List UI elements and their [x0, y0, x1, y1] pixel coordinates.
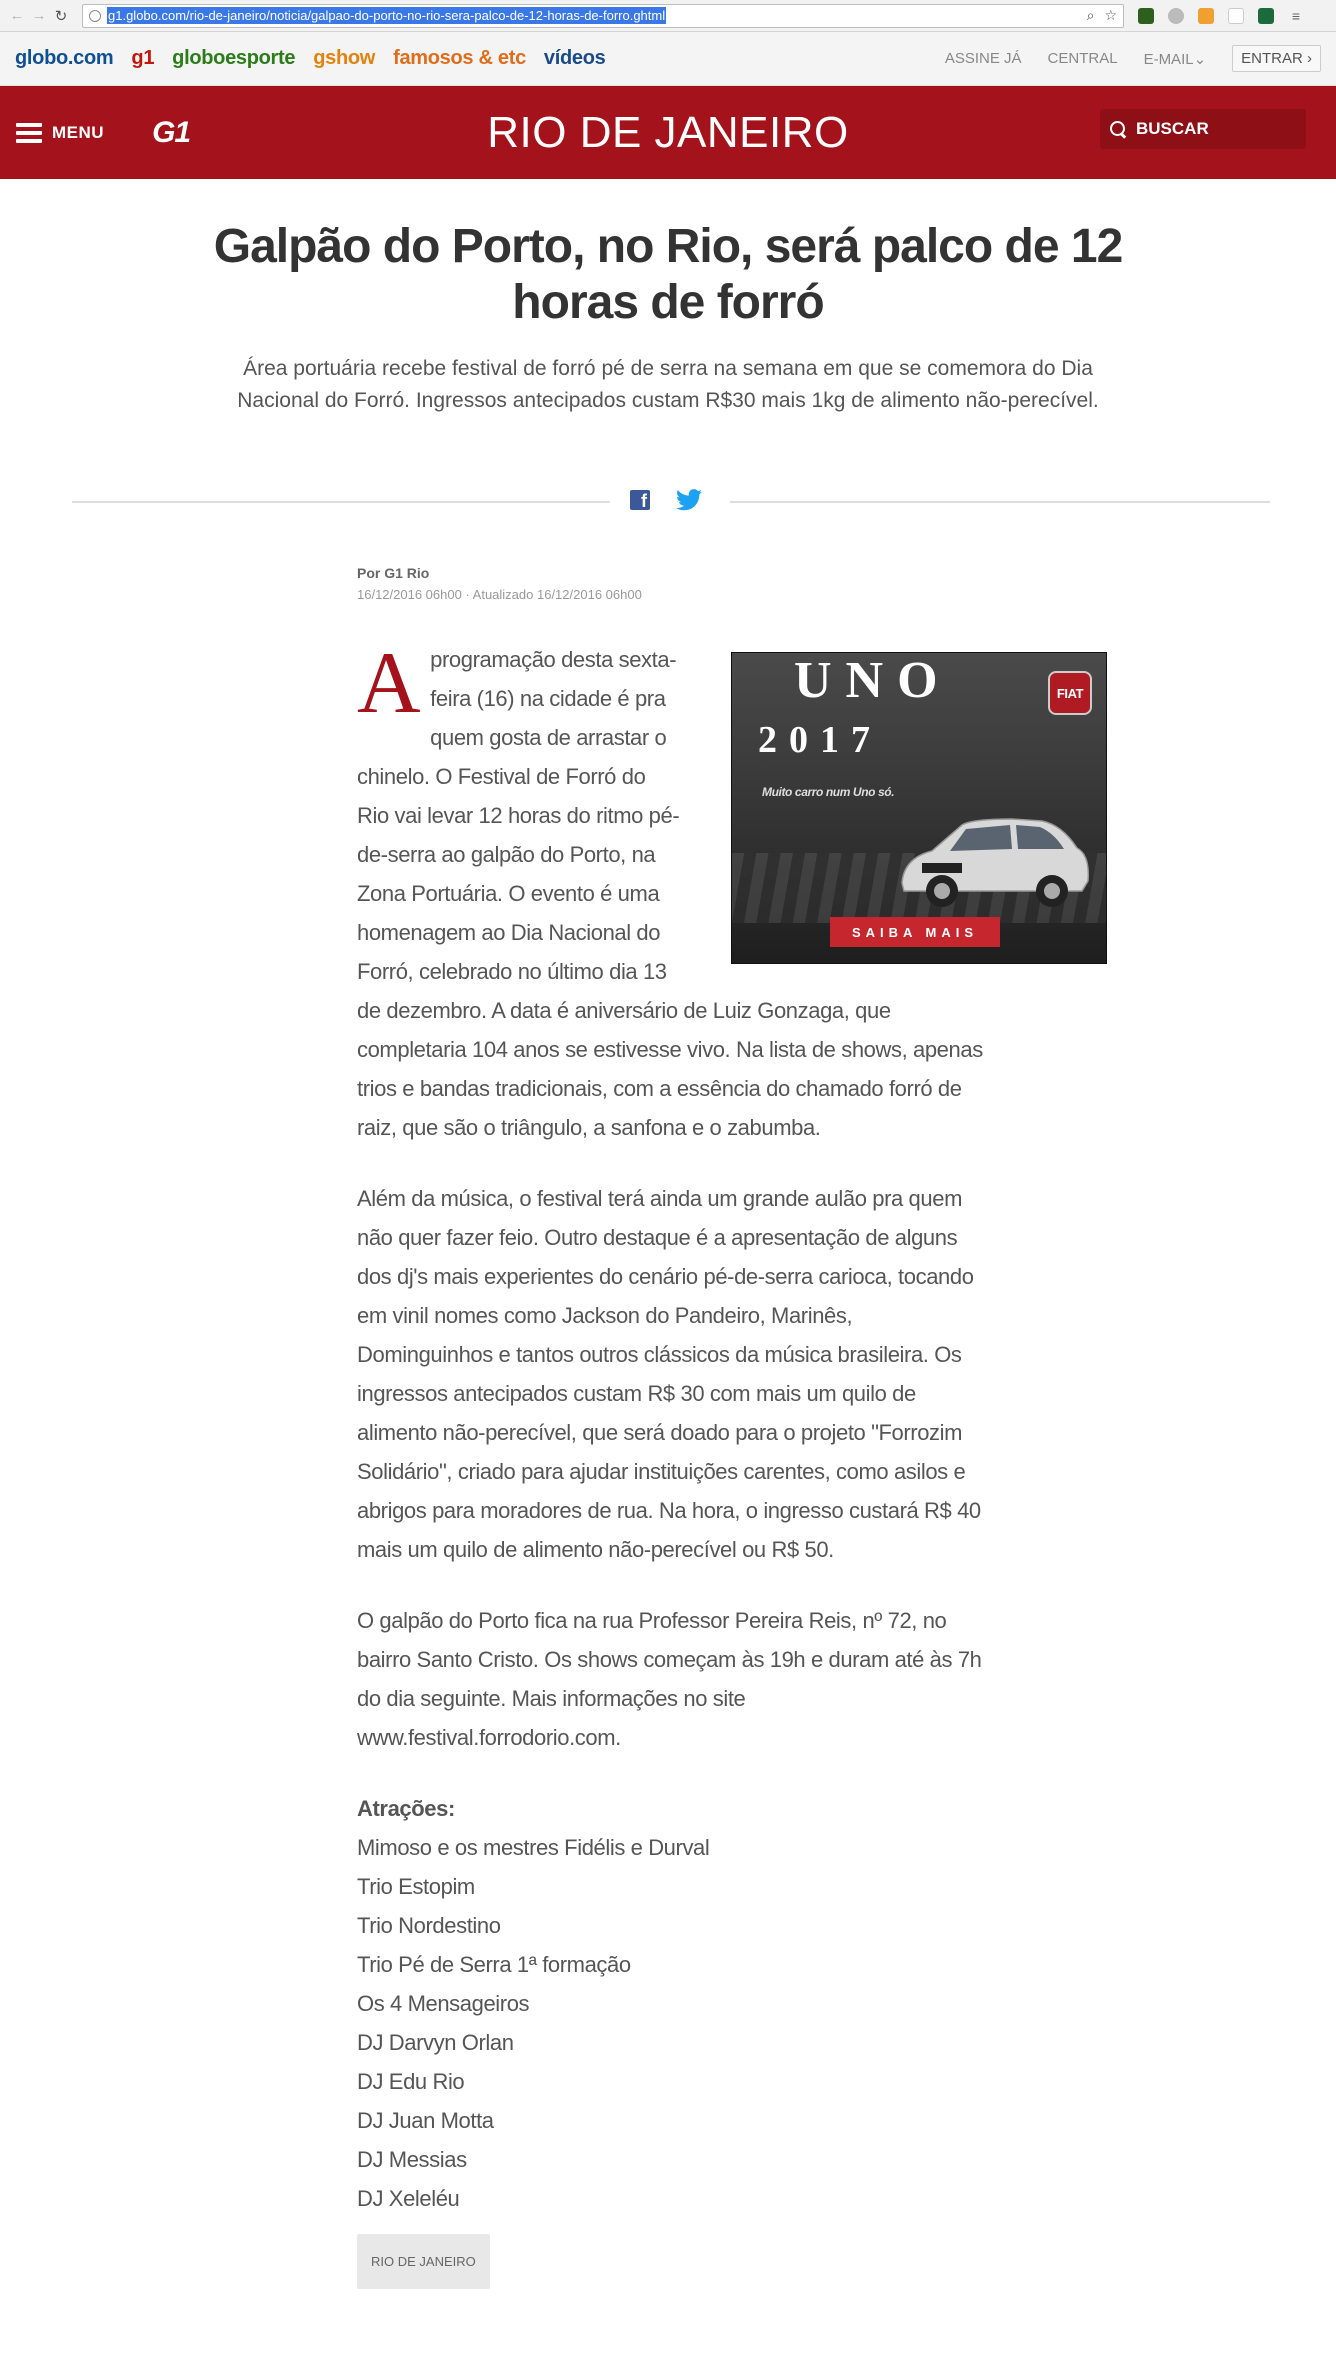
article-headline: Galpão do Porto, no Rio, será palco de 12 horas de forró — [213, 220, 1123, 329]
back-button[interactable] — [6, 5, 28, 27]
extension-icon[interactable] — [1198, 8, 1214, 24]
list-item: Trio Pé de Serra 1ª formação — [357, 1952, 631, 1977]
info-extension-icon[interactable] — [1228, 8, 1244, 24]
arrow-left-icon: ← — [9, 7, 25, 24]
facebook-icon[interactable] — [630, 490, 650, 510]
list-item: DJ Juan Motta — [357, 2108, 494, 2133]
list-item: DJ Edu Rio — [357, 2069, 465, 2094]
article-body — [357, 635, 1084, 2289]
divider — [730, 501, 1270, 503]
ad-cta-button[interactable]: SAIBA MAIS — [830, 917, 1000, 947]
reload-icon: ↻ — [54, 7, 68, 25]
byline — [357, 565, 642, 602]
drop-cap: A — [357, 635, 421, 732]
list-item: DJ Messias — [357, 2147, 467, 2172]
author: Por G1 Rio — [357, 565, 430, 581]
list-item: Mimoso e os mestres Fidélis e Durval — [357, 1835, 710, 1860]
ad-year: 2017 — [758, 719, 882, 761]
share-bar — [0, 487, 1336, 517]
paragraph: Aprogramação desta sexta-feira (16) na cidade é pra quem gosta de arrastar o chinelo. O Festival de Forró do Rio vai levar 12 horas do ritmo pé-de-serra ao galpão do Porto, na Zona Portuária. O evento é uma homenagem ao Dia Nacional do Forró, celebrado no último dia 13 de dezembro. A data é aniversário de Luiz Gonzaga, que completaria 104 anos se estivesse vivo. Na lista de shows, apenas trios e bandas tradicionais, com a essência do chamado forró de raiz, que são o triângulo, a sanfona e o zabumba. — [357, 635, 983, 1140]
g1-header — [0, 86, 1336, 179]
address-bar[interactable] — [82, 4, 1124, 28]
article-subtitle: Área portuária recebe festival de forró pé de serra na semana em que se comemora do Dia Nacional do Forró. Ingressos antecipados custam R$30 mais 1kg de alimento não-perecível. — [237, 357, 1099, 412]
attractions-list — [357, 1828, 991, 2218]
assine-link[interactable]: ASSINE JÁ — [944, 50, 1022, 67]
gshow-link[interactable]: gshow — [313, 47, 376, 69]
globo-network-bar — [0, 32, 1336, 86]
menu-button[interactable]: MENU — [52, 122, 105, 142]
attractions-title: Atrações: — [357, 1796, 455, 1821]
ad-tagline: Muito carro num Uno só. — [762, 785, 895, 799]
list-item: DJ Darvyn Orlan — [357, 2030, 514, 2055]
ad-title: UNO — [794, 652, 952, 709]
section-title: RIO DE JANEIRO — [487, 108, 849, 157]
hamburger-menu-icon[interactable] — [16, 123, 42, 143]
paragraph: O galpão do Porto fica na rua Professor Pereira Reis, nº 72, no bairro Santo Cristo. Os shows começam às 19h e duram até às 7h do dia seguinte. Mais informações no site www.festival.forrodorio.com. — [357, 1608, 982, 1750]
fiat-logo: FIAT — [1048, 671, 1092, 715]
list-item: Trio Nordestino — [357, 1913, 501, 1938]
attractions-section — [357, 1789, 991, 2218]
browser-toolbar — [0, 0, 1336, 32]
car-image — [892, 803, 1092, 913]
fiat-uno-ad[interactable] — [731, 652, 1107, 964]
arrow-right-icon: → — [31, 7, 47, 24]
paragraph: Além da música, o festival terá ainda um grande aulão pra quem não quer fazer feio. Outro destaque é a apresentação de alguns dos dj's mais experientes do cenário pé-de-serra carioca, tocando em vinil nomes como Jackson do Pandeiro, Marinês, Dominguinhos e tantos outros clássicos da música brasileira. Os ingressos antecipados custam R$ 30 com mais um quilo de alimento não-perecível, que será doado para o projeto "Forrozim Solidário", criado para ajudar instituições carentes, como asilos e abrigos para moradores de rua. Na hora, o ingresso custará R$ 40 mais um quilo de alimento não-perecível ou R$ 50. — [357, 1186, 981, 1562]
list-item: Trio Estopim — [357, 1874, 475, 1899]
g1-logo[interactable]: G1 — [152, 115, 191, 149]
publish-dates: 16/12/2016 06h00 · Atualizado 16/12/2016 06h00 — [357, 587, 642, 602]
central-link[interactable]: CENTRAL — [1047, 50, 1118, 67]
extension-icon[interactable] — [1138, 8, 1154, 24]
url-text[interactable]: g1.globo.com/rio-de-janeiro/noticia/galpao-do-porto-no-rio-sera-palco-de-12-horas-de-forro.ghtml — [108, 8, 666, 23]
page-info-icon[interactable] — [89, 10, 101, 22]
g1-link[interactable]: g1 — [131, 47, 155, 69]
extension-icon[interactable] — [1168, 8, 1184, 24]
chrome-menu-icon[interactable]: ≡ — [1291, 7, 1301, 24]
famosos-link[interactable]: famosos & etc — [393, 47, 526, 69]
search-icon — [1110, 121, 1126, 137]
search-box[interactable] — [1100, 109, 1306, 149]
reload-button[interactable] — [50, 5, 72, 27]
divider — [72, 501, 610, 503]
twitter-icon[interactable] — [676, 489, 702, 511]
email-link[interactable]: E-MAIL⌄ — [1143, 50, 1207, 68]
list-item: Os 4 Mensageiros — [357, 1991, 530, 2016]
search-input[interactable] — [1136, 119, 1286, 139]
bookmark-star-icon[interactable]: ☆ — [1104, 7, 1117, 23]
zoom-icon[interactable]: ⌕ — [1086, 7, 1095, 23]
section-tag[interactable]: RIO DE JANEIRO — [357, 2234, 490, 2289]
chevron-down-icon: ⌄ — [1193, 50, 1207, 68]
forward-button[interactable] — [28, 5, 50, 27]
globo-com-link[interactable]: globo.com — [15, 47, 114, 69]
videos-link[interactable]: vídeos — [543, 47, 606, 69]
globoesporte-link[interactable]: globoesporte — [172, 47, 296, 69]
login-button[interactable]: ENTRAR › — [1232, 45, 1321, 72]
extension-icon[interactable] — [1258, 8, 1274, 24]
list-item: DJ Xeleléu — [357, 2186, 460, 2211]
